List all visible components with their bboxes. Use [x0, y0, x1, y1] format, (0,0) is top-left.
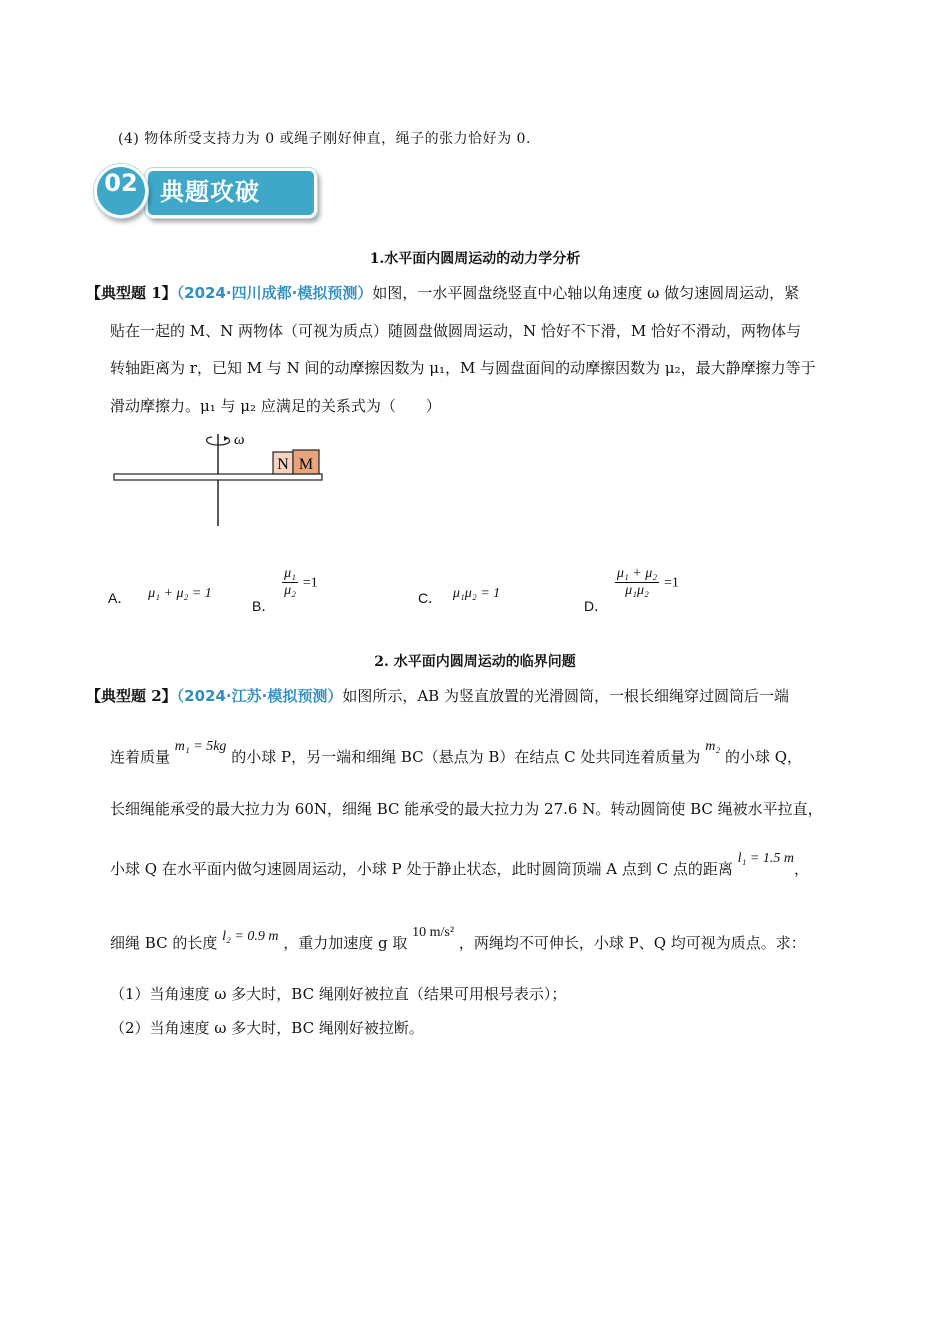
q1-figure [110, 428, 330, 528]
option-c[interactable] [418, 588, 500, 608]
section-title: 典题攻破 [160, 178, 260, 206]
option-d-den: μ₁μ₂ [625, 583, 649, 598]
note-text: (4) 物体所受支持力为 0 或绳子刚好伸直，绳子的张力恰好为 0. [118, 131, 531, 147]
option-b-rhs: =1 [302, 575, 318, 591]
q2-m1: m₁ = 5kg [174, 739, 227, 754]
q1-tag: 【典型题 1】 [86, 284, 177, 302]
q2-line2 [110, 739, 803, 767]
q2-first-line [86, 685, 789, 706]
option-a[interactable] [108, 588, 212, 608]
option-b-num: μ₁ [284, 566, 297, 581]
q2-line5c: ，两绳均不可伸长，小球 P、Q 均可视为质点。求： [458, 934, 806, 952]
q2-line5 [110, 925, 806, 953]
q1-heading: 1.水平面内圆周运动的动力学分析 [369, 251, 581, 267]
q2-line3: 长细绳能承受的最大拉力为 60N，细绳 BC 能承受的最大拉力为 27.6 N。转动圆筒使 BC 绳被水平拉直， [110, 800, 823, 818]
q1-line4: 滑动摩擦力。μ₁ 与 μ₂ 应满足的关系式为（ ） [110, 397, 441, 415]
option-c-label: C． [418, 590, 443, 606]
option-b-label: B． [252, 597, 276, 614]
q1-line1: 如图，一水平圆盘绕竖直中心轴以角速度 ω 做匀速圆周运动，紧 [372, 284, 800, 302]
disc [114, 474, 322, 480]
q2-line1: 如图所示，AB 为竖直放置的光滑圆筒，一根长细绳穿过圆筒后一端 [342, 687, 789, 705]
q1-first-line [86, 282, 799, 303]
q1-line3: 转轴距离为 r，已知 M 与 N 间的动摩擦因数为 μ₁，M 与圆盘面间的动摩擦因数为 μ₂，最大静摩擦力等于 [110, 359, 816, 377]
option-b-den: μ₂ [284, 583, 297, 598]
q2-line2c: 的小球 Q， [724, 748, 803, 766]
option-d-label: D． [584, 597, 609, 614]
q2-line2b: 的小球 P，另一端和细绳 BC（悬点为 B）在结点 C 处共同连着质量为 [231, 748, 701, 766]
q2-line4a: 小球 Q 在水平面内做匀速圆周运动，小球 P 处于静止状态，此时圆筒顶端 A 点到 C 点的距离 [110, 860, 733, 878]
q2-line4 [110, 851, 809, 879]
q2-tag: 【典型题 2】 [86, 687, 177, 705]
option-c-expr: μ₁μ₂ = 1 [452, 586, 501, 601]
block-m-label: M [298, 456, 314, 473]
q2-line5b: ，重力加速度 g 取 [283, 934, 408, 952]
q2-line5a: 细绳 BC 的长度 [110, 934, 218, 952]
option-d-rhs: =1 [663, 575, 679, 591]
option-d-num: μ₁ + μ₂ [616, 566, 658, 581]
section-number: 02 [104, 169, 138, 197]
q2-line2a: 连着质量 [110, 748, 171, 766]
q2-l1: l₁ = 1.5 m [737, 851, 794, 866]
q2-g: 10 m/s² [412, 925, 455, 940]
q2-heading: 2. 水平面内圆周运动的临界问题 [374, 654, 576, 670]
option-d[interactable] [584, 566, 679, 614]
omega-label: ω [234, 432, 245, 448]
option-b-fraction [282, 566, 298, 599]
option-a-label: A． [108, 590, 132, 606]
block-n-label: N [277, 456, 289, 473]
q2-l2: l₂ = 0.9 m [222, 929, 279, 944]
q2-line4b: ， [793, 860, 809, 878]
q2-m2: m₂ [705, 739, 721, 754]
option-d-fraction [615, 566, 659, 599]
q2-sub1: （1）当角速度 ω 多大时，BC 绳刚好被拉直（结果可用根号表示）； [110, 985, 567, 1003]
q1-line2: 贴在一起的 M、N 两物体（可视为质点）随圆盘做圆周运动，N 恰好不下滑，M 恰好不滑动，两物体与 [110, 322, 802, 340]
q2-sub2: （2）当角速度 ω 多大时，BC 绳刚好被拉断。 [110, 1019, 424, 1037]
q2-source: （2024·江苏·模拟预测） [176, 687, 343, 705]
q1-source: （2024·四川成都·模拟预测） [176, 284, 373, 302]
option-a-expr: μ₁ + μ₂ = 1 [148, 586, 212, 601]
option-b[interactable] [252, 566, 318, 614]
